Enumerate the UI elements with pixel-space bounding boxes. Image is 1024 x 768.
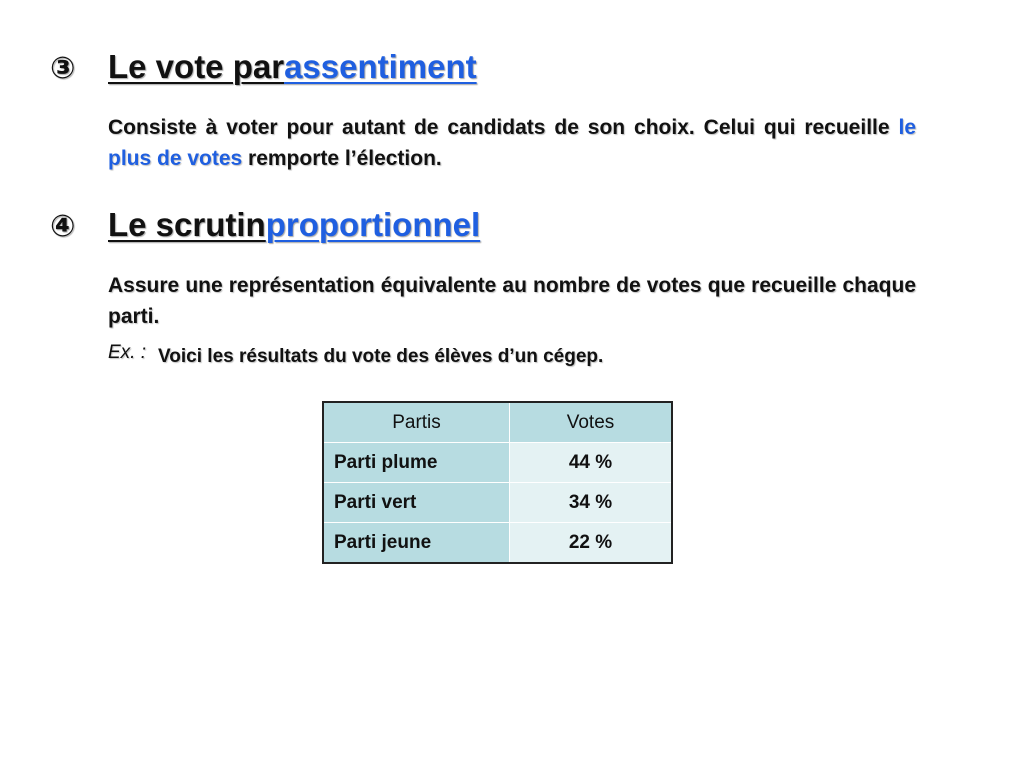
example-label: Ex. : bbox=[108, 342, 147, 363]
paragraph-assentiment bbox=[108, 112, 916, 174]
party-name: Parti vert bbox=[323, 483, 510, 523]
highlight-text: le plus de votes bbox=[108, 116, 916, 170]
paragraph-text-end: remporte l’élection. bbox=[242, 147, 442, 170]
circled-number-4: ④ bbox=[50, 210, 76, 243]
party-votes: 44 % bbox=[510, 443, 673, 483]
party-votes: 34 % bbox=[510, 483, 673, 523]
paragraph-proportionnel: Assure une représentation équivalente au nombre de votes que recueille chaque parti. bbox=[108, 274, 916, 328]
party-name: Parti plume bbox=[323, 443, 510, 483]
example-text: Voici les résultats du vote des élèves d’un cégep. bbox=[158, 346, 604, 367]
heading-accent: proportionnel bbox=[265, 206, 481, 243]
header-votes: Votes bbox=[510, 402, 673, 443]
table-row bbox=[323, 443, 672, 483]
header-partis: Partis bbox=[323, 402, 510, 443]
heading-scrutin-proportionnel bbox=[50, 205, 480, 247]
table-header-row bbox=[323, 402, 672, 443]
example-line bbox=[108, 342, 604, 368]
party-votes: 22 % bbox=[510, 523, 673, 564]
circled-number-3: ③ bbox=[50, 52, 76, 85]
table-row bbox=[323, 523, 672, 564]
heading-vote-par-assentiment bbox=[50, 47, 477, 89]
heading-title: Le vote par bbox=[108, 48, 285, 85]
table-row bbox=[323, 483, 672, 523]
results-table bbox=[322, 401, 673, 564]
heading-accent: assentiment bbox=[284, 48, 477, 85]
party-name: Parti jeune bbox=[323, 523, 510, 564]
heading-title: Le scrutin bbox=[108, 206, 266, 243]
paragraph-text: Consiste à voter pour autant de candidats de son choix. Celui qui recueille bbox=[108, 116, 899, 139]
